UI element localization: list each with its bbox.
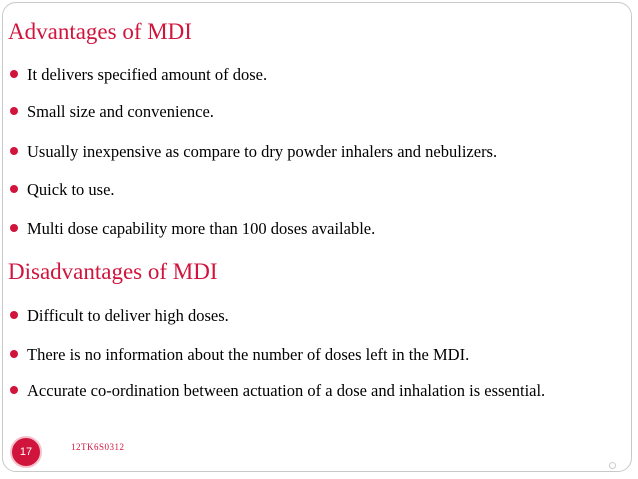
bullet-icon <box>10 185 18 193</box>
advantage-item-text: Small size and convenience. <box>27 102 214 121</box>
advantage-item-1 <box>8 64 634 85</box>
advantage-item-5 <box>8 218 634 239</box>
page-number-badge: 17 <box>10 436 42 468</box>
advantage-item-3 <box>8 141 634 162</box>
bullet-icon <box>10 311 18 319</box>
disadvantage-item-text: Difficult to deliver high doses. <box>27 306 229 325</box>
disadvantage-item-text: There is no information about the number of doses left in the MDI. <box>27 345 470 364</box>
disadvantage-item-3 <box>8 380 627 401</box>
bullet-icon <box>10 70 18 78</box>
disadvantage-item-2 <box>8 344 634 365</box>
disadvantage-item-text: Accurate co-ordination between actuation of a dose and inhalation is essential. <box>27 381 546 400</box>
footer-code: 12TK6S0312 <box>71 442 125 452</box>
bullet-icon <box>10 107 18 115</box>
corner-dot-icon <box>609 462 616 469</box>
advantage-item-text: Multi dose capability more than 100 doses available. <box>27 219 376 238</box>
advantage-item-text: Quick to use. <box>27 180 115 199</box>
advantage-item-4 <box>8 179 634 200</box>
bullet-icon <box>10 386 18 394</box>
bullet-icon <box>10 224 18 232</box>
advantages-heading: Advantages of MDI <box>8 19 192 44</box>
advantage-item-text: It delivers specified amount of dose. <box>27 65 268 84</box>
advantage-item-2 <box>8 101 634 122</box>
disadvantage-item-1 <box>8 305 634 326</box>
bullet-icon <box>10 147 18 155</box>
advantage-item-text: Usually inexpensive as compare to dry powder inhalers and nebulizers. <box>27 142 498 161</box>
bullet-icon <box>10 350 18 358</box>
disadvantages-heading: Disadvantages of MDI <box>8 259 218 284</box>
